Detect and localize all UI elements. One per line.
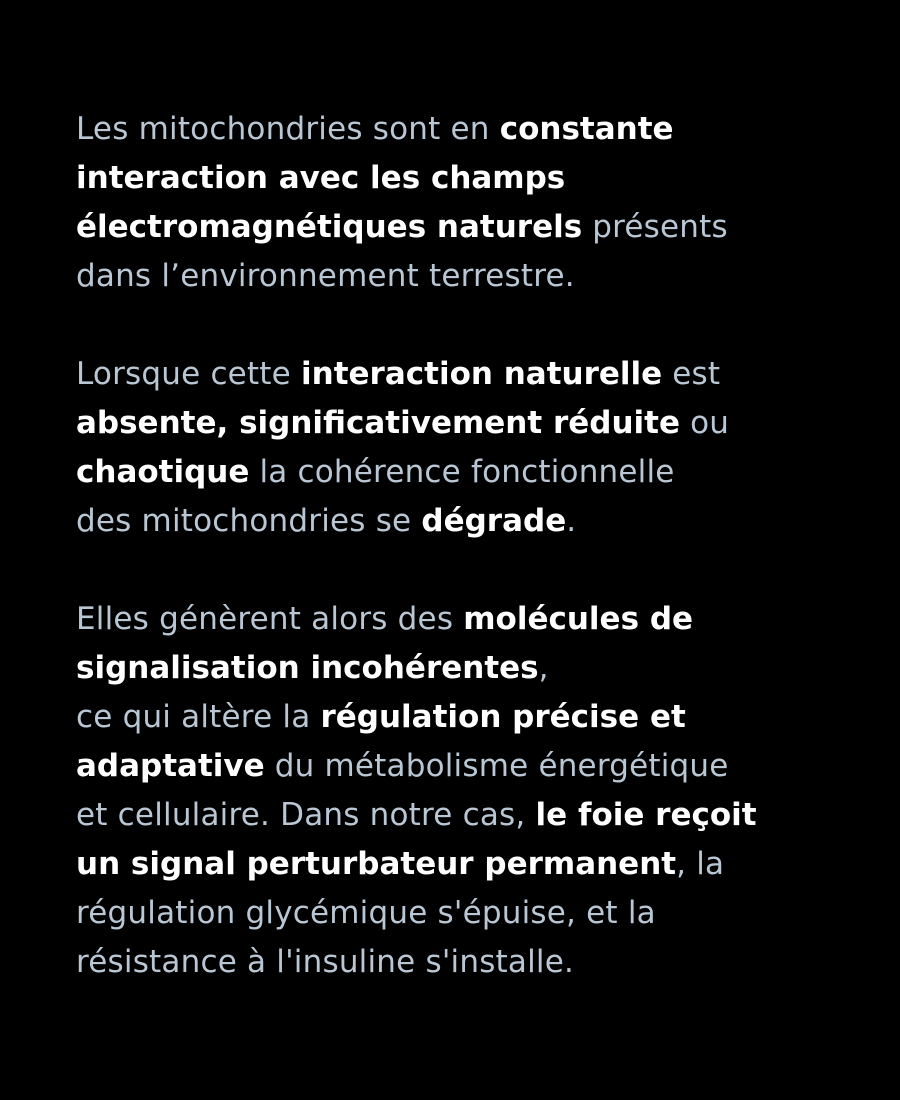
emphasized-text: absente, significativement réduite: [76, 405, 681, 441]
emphasized-text: le foie reçoit: [535, 797, 757, 833]
text-line: [76, 448, 836, 497]
emphasized-text: chaotique: [76, 454, 250, 490]
emphasized-text: régulation précise et: [320, 699, 686, 735]
body-text: Les mitochondries sont en: [76, 111, 500, 147]
text-line: [76, 105, 836, 154]
text-line: [76, 203, 836, 252]
emphasized-text: constante: [499, 111, 674, 147]
text-line: [76, 742, 836, 791]
text-line: [76, 644, 836, 693]
text-line: [76, 154, 836, 203]
text-line: [76, 350, 836, 399]
body-text: ce qui altère la: [76, 699, 321, 735]
paragraph-2: [76, 350, 836, 546]
paragraph-3: [76, 595, 836, 987]
emphasized-text: molécules de: [463, 601, 694, 637]
text-line: [76, 889, 836, 938]
text-line: [76, 399, 836, 448]
emphasized-text: interaction naturelle: [301, 356, 663, 392]
emphasized-text: interaction avec les champs: [76, 160, 566, 196]
body-text: du métabolisme énergétique: [264, 748, 729, 784]
body-text: des mitochondries se: [76, 503, 422, 539]
emphasized-text: dégrade: [421, 503, 567, 539]
body-text: présents: [582, 209, 728, 245]
emphasized-text: adaptative: [76, 748, 265, 784]
text-line: [76, 497, 836, 546]
paragraph-1: [76, 105, 836, 301]
body-text: , la: [676, 846, 725, 882]
body-text: ,: [538, 650, 549, 686]
body-text: et cellulaire. Dans notre cas,: [76, 797, 536, 833]
body-text: dans l’environnement terrestre.: [76, 258, 575, 294]
body-text: la cohérence fonctionnelle: [249, 454, 675, 490]
body-text: Lorsque cette: [76, 356, 301, 392]
text-line: [76, 791, 836, 840]
emphasized-text: un signal perturbateur permanent: [76, 846, 677, 882]
body-text: régulation glycémique s'épuise, et la: [76, 895, 656, 931]
emphasized-text: signalisation incohérentes: [76, 650, 539, 686]
body-text: est: [662, 356, 721, 392]
text-line: [76, 693, 836, 742]
emphasized-text: électromagnétiques naturels: [76, 209, 583, 245]
text-line: [76, 595, 836, 644]
article-text: [76, 105, 836, 987]
text-line: [76, 938, 836, 987]
body-text: Elles génèrent alors des: [76, 601, 464, 637]
body-text: ou: [680, 405, 730, 441]
text-line: [76, 252, 836, 301]
text-line: [76, 840, 836, 889]
body-text: résistance à l'insuline s'installe.: [76, 944, 575, 980]
body-text: .: [566, 503, 577, 539]
